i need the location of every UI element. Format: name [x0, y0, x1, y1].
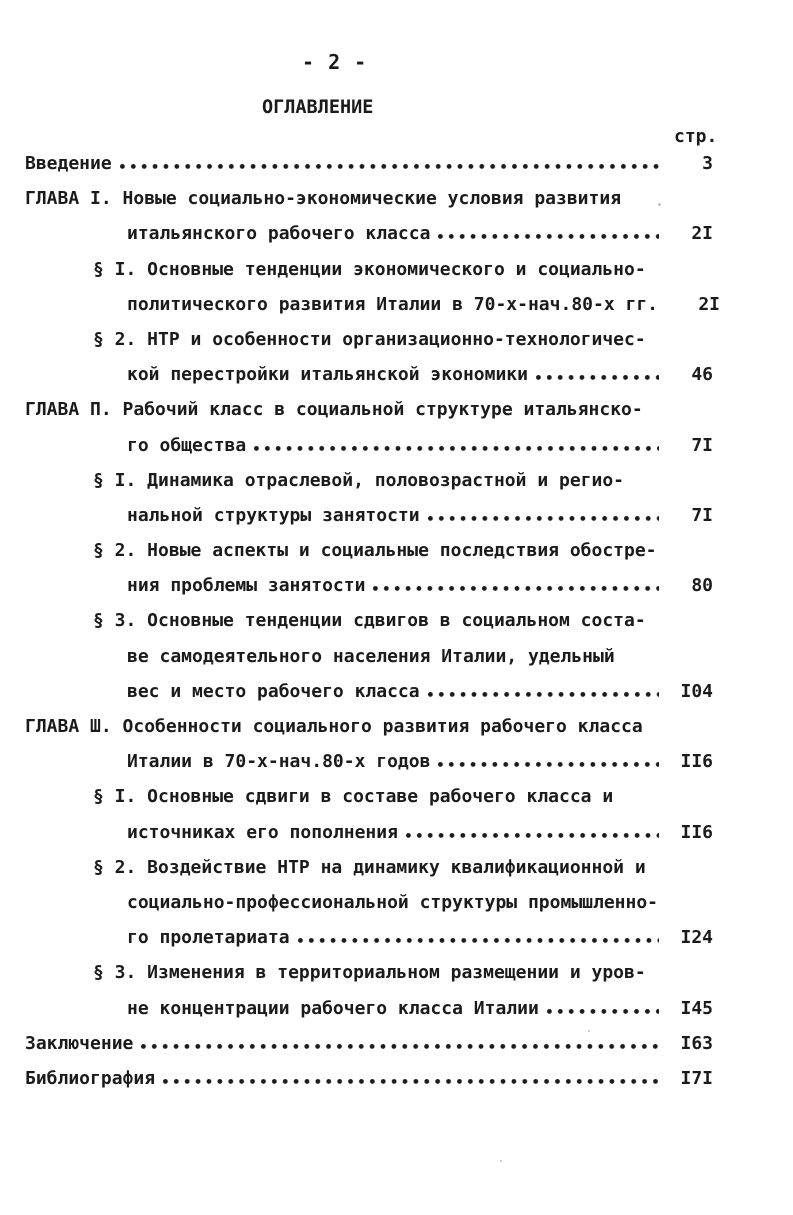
- toc-entry-text: § I. Основные сдвиги в составе рабочего класса и: [93, 786, 614, 808]
- toc-entry: [25, 216, 713, 251]
- dot-leader: [120, 164, 659, 169]
- toc-entry-text: итальянского рабочего класса: [127, 223, 431, 245]
- toc-entry-text: ве самодеятельного населения Италии, удельный: [127, 645, 615, 667]
- toc-entry: [25, 744, 713, 779]
- toc-page-number: 3: [702, 153, 713, 174]
- dot-leader: [298, 938, 659, 943]
- toc-entry-text: го пролетариата: [127, 927, 290, 949]
- toc-page-number: I7I: [680, 1067, 713, 1089]
- toc-entry: [25, 603, 713, 638]
- toc-entry-text: § I. Основные тенденции экономического и социально-: [93, 258, 646, 280]
- toc-page-number: I04: [680, 680, 713, 702]
- toc-list: [25, 146, 721, 1096]
- page-column-label: стр.: [674, 126, 718, 147]
- toc-entry-text: го общества: [127, 434, 247, 456]
- toc-entry: [25, 920, 713, 955]
- toc-page-number: 46: [691, 364, 713, 386]
- toc-page-number: II6: [680, 751, 713, 773]
- toc-entry: [25, 428, 713, 463]
- toc-entry: [25, 885, 713, 920]
- dot-leader: [438, 234, 659, 239]
- toc-entry: [25, 779, 713, 814]
- toc-entry: [25, 533, 713, 568]
- toc-entry-text: § 3. Основные тенденции сдвигов в социальном соста-: [93, 610, 646, 632]
- toc-entry-text: не концентрации рабочего класса Италии: [127, 997, 539, 1019]
- toc-entry: [25, 392, 713, 427]
- toc-entry-text: Заключение: [25, 1032, 134, 1054]
- toc-entry-text: ГЛАВА П. Рабочий класс в социальной структуре итальянско-: [25, 399, 643, 421]
- toc-entry-text: § 2. Новые аспекты и социальные последствия обостре-: [93, 540, 657, 562]
- dot-leader: [406, 833, 659, 838]
- dot-leader: [254, 446, 659, 451]
- toc-entry: [25, 252, 713, 287]
- document-title: ОГЛАВЛЕНИЕ: [262, 97, 374, 118]
- dot-leader: [428, 516, 659, 521]
- toc-entry-text: § 2. НТР и особенности организационно-технологичес-: [93, 328, 646, 350]
- toc-entry-text: § 2. Воздействие НТР на динамику квалификационной и: [93, 856, 646, 878]
- toc-entry: [25, 181, 713, 216]
- dot-leader: [536, 375, 659, 380]
- toc-entry: [25, 287, 721, 322]
- toc-entry-text: источниках его пополнения: [127, 821, 398, 843]
- toc-entry: [25, 709, 713, 744]
- toc-entry: [25, 1026, 713, 1061]
- scan-speck: [658, 203, 661, 206]
- dot-leader: [547, 1009, 659, 1014]
- dot-leader: [163, 1079, 659, 1084]
- toc-entry: [25, 955, 713, 990]
- toc-entry-text: социально-профессиональной структуры промышленно-: [127, 891, 659, 913]
- toc-entry-text: ГЛАВА I. Новые социально-экономические условия развития: [25, 188, 622, 210]
- toc-page-number: 7I: [691, 504, 713, 526]
- toc-page-number: II6: [680, 821, 713, 843]
- toc-page-number: 2I: [698, 293, 721, 315]
- toc-entry: [25, 498, 713, 533]
- toc-page-number: 80: [691, 575, 713, 597]
- toc-entry-text: нальной структуры занятости: [127, 504, 420, 526]
- toc-page-number: I45: [680, 997, 713, 1019]
- toc-entry: [25, 991, 713, 1026]
- toc-entry-text: § I. Динамика отраслевой, половозрастной и регио-: [93, 469, 625, 491]
- dot-leader: [428, 692, 659, 697]
- toc-entry-text: вес и место рабочего класса: [127, 680, 420, 702]
- toc-page-number: 7I: [691, 434, 713, 456]
- dot-leader: [438, 762, 659, 767]
- toc-entry: [25, 639, 713, 674]
- toc-page-number: I63: [680, 1032, 713, 1054]
- toc-entry: [25, 146, 713, 181]
- toc-entry: [25, 674, 713, 709]
- toc-entry-text: Библиография: [25, 1067, 156, 1089]
- toc-entry-text: § 3. Изменения в территориальном размещении и уров-: [93, 962, 646, 984]
- toc-entry: [25, 357, 713, 392]
- toc-page-number: I24: [680, 927, 713, 949]
- toc-entry-text: Италии в 70-х-нач.80-х годов: [127, 751, 431, 773]
- scan-speck: [500, 1160, 502, 1162]
- toc-entry: [25, 568, 713, 603]
- toc-entry-text: ния проблемы занятости: [127, 575, 366, 597]
- toc-page-number: 2I: [691, 223, 713, 245]
- toc-entry: [25, 1061, 713, 1096]
- dot-leader: [373, 586, 659, 591]
- scan-speck: [588, 1030, 590, 1032]
- toc-entry: [25, 463, 713, 498]
- page-number-marker: - 2 -: [302, 50, 368, 74]
- toc-entry-text: кой перестройки итальянской экономики: [127, 364, 528, 386]
- scan-speck: [420, 306, 423, 308]
- toc-entry-text: Введение: [25, 153, 112, 174]
- toc-entry: [25, 815, 713, 850]
- toc-entry: [25, 322, 713, 357]
- toc-entry-text: политического развития Италии в 70-х-нач.80-х гг.: [127, 293, 659, 315]
- toc-entry: [25, 850, 713, 885]
- dot-leader: [141, 1044, 659, 1049]
- toc-entry-text: ГЛАВА Ш. Особенности социального развития рабочего класса: [25, 716, 643, 737]
